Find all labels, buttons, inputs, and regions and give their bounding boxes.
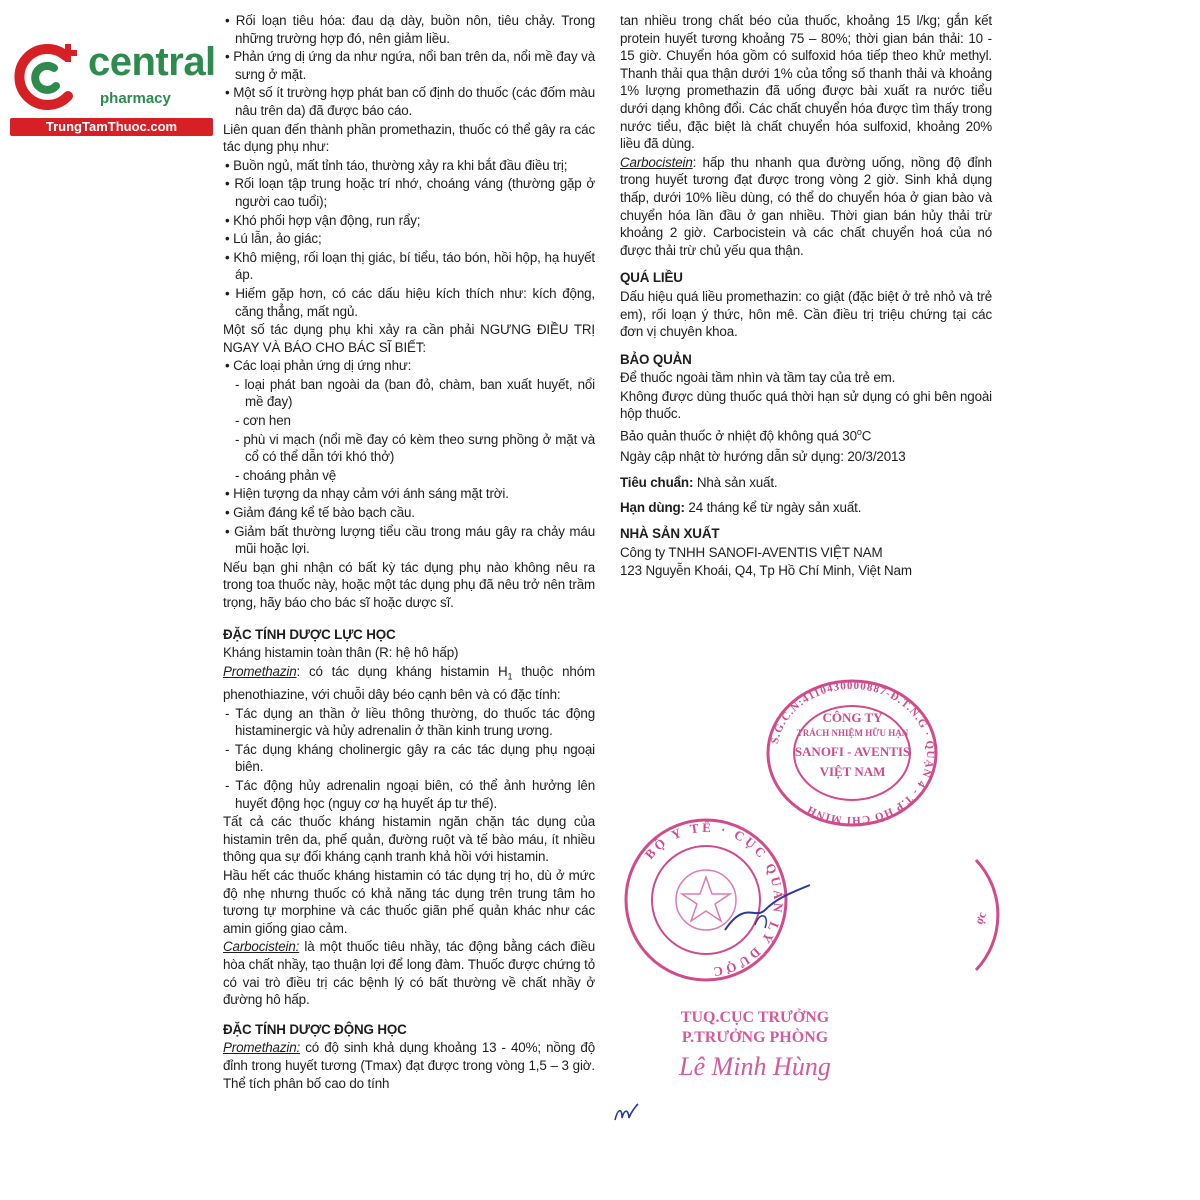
logo-banner: TrungTamThuoc.com [10, 118, 213, 136]
svg-text:ợc: ợc [971, 909, 989, 927]
bullet-item: • Hiện tượng da nhạy cảm với ánh sáng mặt trời. [225, 486, 509, 502]
bullet-item: • Buồn ngủ, mất tỉnh táo, thường xảy ra khi bắt đầu điều trị; [225, 157, 568, 173]
ministry-seal-edge [968, 855, 1008, 975]
dash-item: - choáng phản vệ [235, 467, 337, 483]
seal-line-3: SANOFI - AVENTIS [794, 744, 911, 759]
update-date: Ngày cập nhật tờ hướng dẫn sử dụng: 20/3/2013 [620, 449, 906, 465]
paragraph: Để thuốc ngoài tầm nhìn và tầm tay của trẻ em. [620, 370, 896, 386]
warning-paragraph: Một số tác dụng phụ khi xảy ra cần phải NGƯNG ĐIỀU TRỊ NGAY VÀ BÁO CHO BÁC SĨ BIẾT: [223, 322, 595, 355]
svg-text:S.G.C.N:4110430000887-Đ.T.N.G: S.G.C.N:4110430000887-Đ.T.N.G · QUẬN 4 - T.P HỒ CHÍ MINH [768, 679, 937, 827]
bullet-item: • Rối loạn tập trung hoặc trí nhớ, choáng váng (thường gặp ở người cao tuổi); [225, 176, 595, 209]
handwritten-signature-icon [715, 880, 815, 940]
dash-item: - cơn hen [235, 413, 291, 429]
expiry-line: Hạn dùng: 24 tháng kể từ ngày sản xuất. [620, 500, 862, 516]
manufacturer-name: Công ty TNHH SANOFI-AVENTIS VIỆT NAM [620, 544, 883, 560]
paragraph: Kháng histamin toàn thân (R: hệ hô hấp) [223, 645, 459, 661]
bullet-item: • Khó phối hợp vận động, run rẩy; [225, 212, 421, 228]
logo-c-cross-icon [10, 38, 82, 114]
signer-title-1: TUQ.CỤC TRƯỞNG [680, 1009, 830, 1026]
signer-title-2: P.TRƯỞNG PHÒNG [681, 1029, 829, 1046]
logo-subtitle: pharmacy [100, 90, 171, 107]
bullet-item: • Khô miệng, rối loạn thị giác, bí tiểu, táo bón, hồi hộp, hạ huyết áp. [225, 249, 595, 283]
manufacturer-address: 123 Nguyễn Khoái, Q4, Tp Hồ Chí Minh, Việt Nam [620, 563, 912, 579]
bullet-item: • Phản ứng dị ứng da như ngứa, nổi ban trên da, nổi mề đay và sưng ở mặt. [225, 49, 596, 82]
paragraph: Không được dùng thuốc quá thời hạn sử dụng có ghi bên ngoài hộp thuốc. [620, 388, 992, 422]
paragraph: Carbocistein: hấp thu nhanh qua đường uống, nồng độ đỉnh trong huyết tương đạt được trong vòng 2 giờ. Sinh khả dụng thấp, dưới 10% liều dùng, có thể do chuyển hóa ở gian bào và chuyển hóa lần đầu ở gan nhiều. Thời gian bán hủy thải trừ khoảng 2 giờ. Carbocistein và các chất chuyển hoá của nó được thải trừ chủ yếu qua thận. [620, 154, 992, 258]
paragraph: Bảo quản thuốc ở nhiệt độ không quá 30$^o$C [620, 427, 872, 444]
left-column [223, 12, 595, 1093]
dash-item: - loại phát ban ngoài da (ban đỏ, chàm, ban xuất huyết, nổi mề đay) [235, 376, 595, 410]
bullet-item: • Lú lẫn, ảo giác; [225, 231, 322, 247]
paragraph: Tất cả các thuốc kháng histamin ngăn chặn tác dụng của histamin trên da, phế quản, đường ruột và tế bào máu, ít nhiều thông qua sự đối kháng cạnh tranh khả hồi với histamin. [223, 814, 595, 865]
seal-line-2: TRÁCH NHIỆM HỮU HẠN [796, 728, 909, 738]
dash-item: - phù vi mạch (nổi mề đay có kèm theo sưng phồng ở mặt và cổ có thể dẫn tới khó thở) [235, 431, 595, 465]
bullet-item: • Các loại phản ứng dị ứng như: [225, 358, 412, 374]
dash-item: - Tác dụng kháng cholinergic gây ra các tác dụng phụ ngoại biên. [225, 741, 595, 775]
bullet-item: • Giảm bất thường lượng tiểu cầu trong máu gây ra chảy máu mũi hoặc lợi. [225, 523, 595, 557]
paragraph: Promethazin: có tác dụng kháng histamin $H_1$ thuộc nhóm phenothiazine, với chuỗi dây béo cạnh bên và có đặc tính: [223, 663, 596, 703]
section-heading-pharmacodynamics: ĐẶC TÍNH DƯỢC LỰC HỌC [223, 626, 396, 642]
section-heading-storage: BẢO QUẢN [620, 351, 692, 367]
company-seal [765, 678, 940, 828]
signer-name: Lê Minh Hùng [679, 1052, 831, 1081]
bullet-item: • Rối loạn tiêu hóa: đau dạ dày, buồn nôn, tiêu chảy. Trong những trường hợp đó, nên giảm liều. [225, 13, 595, 46]
paragraph: tan nhiều trong chất béo của thuốc, khoảng 15 l/kg; gắn kết protein huyết tương khoảng 75 – 80%; thời gian bán thải: 10 - 15 giờ. Chuyển hóa gồm có sulfoxid hóa tiếp theo khử methyl. Thanh thải qua thận dưới 1% của tổng số thanh thải và khoảng 1% lượng promethazin đã uống được bài xuất ra nước tiểu dưới dạng không đổi. Các chất chuyển hóa được tìm thấy trong nước tiểu, đặc biệt là chất chuyển hóa sulfoxid, khoảng 20% liều đã dùng. [620, 13, 992, 152]
paragraph: Carbocistein: là một thuốc tiêu nhầy, tác động bằng cách điều hòa chất nhầy, tạo thuận lợi để long đàm. Thuốc được chứng tỏ có vai trò điều trị các bệnh lý có bất thường về chất nhầy ở đường hô hấp. [223, 939, 595, 1008]
paragraph: Hầu hết các thuốc kháng histamin có tác dụng trị ho, dù ở mức độ nhẹ nhưng thuốc có khả năng tác dụng trên trung tâm ho tương tự morphine và các thuốc giãn phế quản khác như các amin giống giao cảm. [223, 867, 595, 936]
right-column [620, 12, 992, 581]
pharmacy-logo [10, 38, 215, 138]
svg-text:BỘ Y TẾ · CỤC QUẢN LÝ DƯỢC: BỘ Y TẾ · CỤC QUẢN LÝ DƯỢC [641, 819, 787, 981]
initials-mark-icon [612, 1100, 640, 1126]
seal-line-1: CÔNG TY [822, 710, 883, 725]
section-heading-overdose: QUÁ LIỀU [620, 270, 683, 286]
bullet-item: • Hiếm gặp hơn, có các dấu hiệu kích thích như: kích động, căng thẳng, mất ngủ. [225, 285, 596, 319]
paragraph: Nếu bạn ghi nhận có bất kỳ tác dụng phụ nào không nêu ra trong toa thuốc này, hoặc một tác dụng phụ đã nêu trở nên trầm trọng, hãy báo cho bác sĩ hoặc dược sĩ. [223, 559, 595, 610]
section-heading-manufacturer: NHÀ SẢN XUẤT [620, 525, 720, 541]
dash-item: - Tác động hủy adrenalin ngoại biên, có thể ảnh hưởng lên huyết động học (nguy cơ hạ huyết áp tư thế). [225, 778, 595, 811]
dash-item: - Tác dụng an thần ở liều thông thường, do thuốc tác động histaminergic và hủy adrenalin ở thần kinh trung ương. [225, 705, 595, 739]
standard-line: Tiêu chuẩn: Nhà sản xuất. [620, 474, 778, 490]
seal-edge-arc-icon [968, 855, 1008, 975]
section-heading-pharmacokinetics: ĐẶC TÍNH DƯỢC ĐỘNG HỌC [223, 1021, 407, 1037]
logo-name: central [88, 40, 216, 84]
paragraph: Liên quan đến thành phần promethazin, thuốc có thể gây ra các tác dụng phụ như: [223, 121, 595, 155]
signature-block [640, 1008, 870, 1084]
bullet-item: • Giảm đáng kể tế bào bạch cầu. [225, 505, 415, 521]
bullet-item: • Một số ít trường hợp phát ban cố định do thuốc (các đốm màu nâu trên da) đã được báo cáo. [225, 85, 595, 118]
paragraph: Dấu hiệu quá liều promethazin: co giật (đặc biệt ở trẻ nhỏ và trẻ em), rối loạn ý thức, hôn mê. Cần điều trị triệu chứng tại các đơn vị chuyên khoa. [620, 288, 992, 340]
seal-line-4: VIỆT NAM [819, 764, 886, 779]
paragraph: Promethazin: có độ sinh khả dụng khoảng 13 - 40%; nồng độ đỉnh trong huyết tương (Tmax) đạt được trong vòng 1,5 – 3 giờ. Thể tích phân bố cao do tính [223, 1040, 595, 1091]
